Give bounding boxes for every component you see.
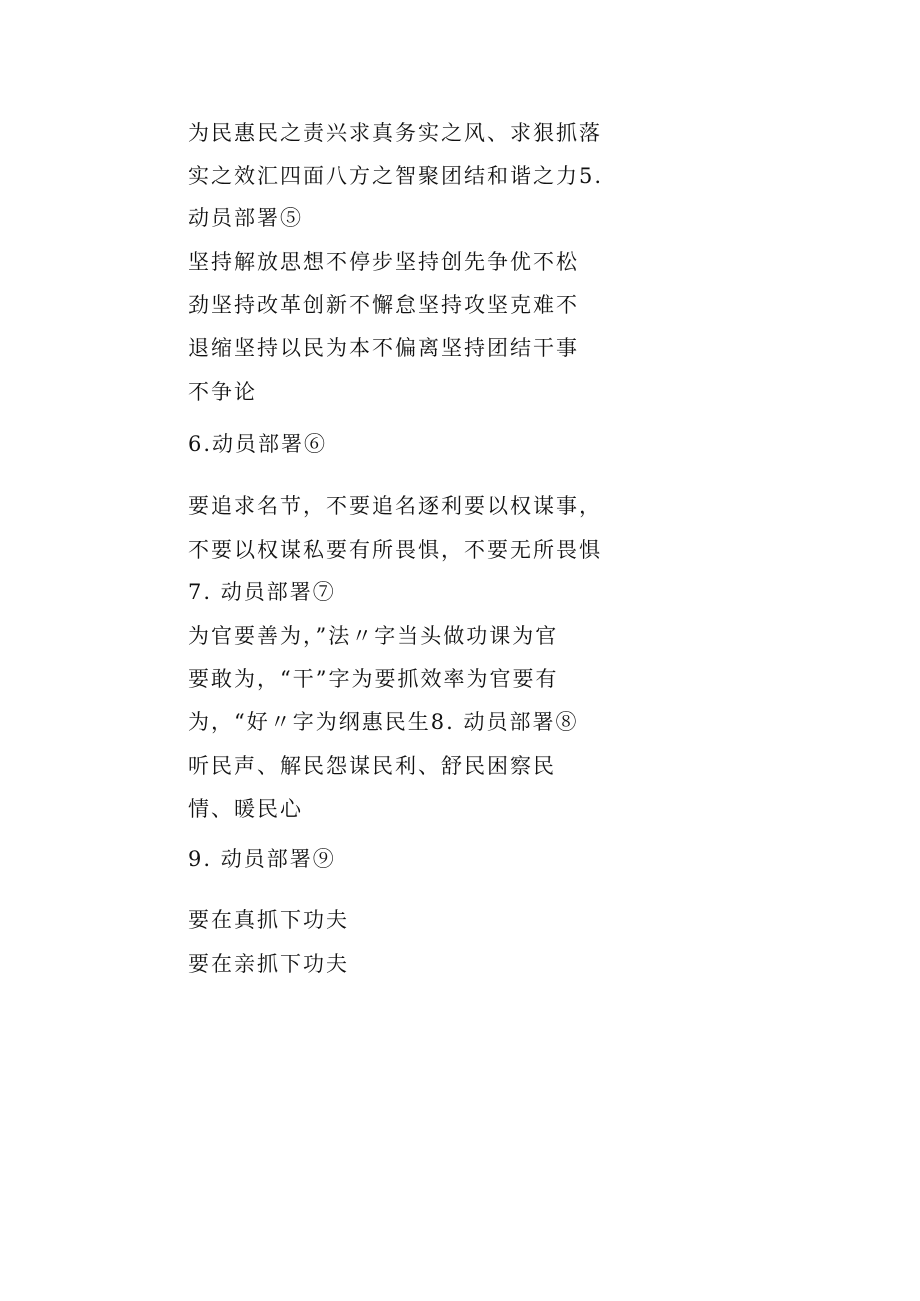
text-line-16: 情、暖民心: [188, 797, 303, 821]
text-line-12: 为官要善为，”法〃字当头做功课为官: [188, 624, 559, 648]
text-line-4: 坚持解放思想不停步坚持创先争优不松: [188, 250, 579, 274]
text-line-19: 要在亲抓下功夫: [188, 952, 349, 976]
text-line-11: 7. 动员部署⑦: [188, 580, 336, 604]
text-line-9: 要追求名节，不要追名逐利要以权谋事，: [188, 494, 602, 518]
text-line-17: 9. 动员部署⑨: [188, 847, 336, 871]
text-line-3: 动员部署⑤: [188, 206, 303, 230]
text-line-1: 为民惠民之责兴求真务实之风、求狠抓落: [188, 121, 602, 145]
text-line-2: 实之效汇四面八方之智聚团结和谐之力5.: [188, 164, 604, 188]
text-line-13: 要敢为，“干”字为要抓效率为官要有: [188, 667, 559, 691]
text-line-10: 不要以权谋私要有所畏惧，不要无所畏惧: [188, 538, 602, 562]
text-line-15: 听民声、解民怨谋民利、舒民困察民: [188, 754, 556, 778]
text-line-8: 6.动员部署⑥: [188, 432, 328, 456]
text-line-5: 劲坚持改革创新不懈怠坚持攻坚克难不: [188, 293, 579, 317]
text-line-7: 不争论: [188, 380, 257, 404]
text-line-18: 要在真抓下功夫: [188, 908, 349, 932]
text-line-6: 退缩坚持以民为本不偏离坚持团结干事: [188, 336, 579, 360]
text-line-14: 为，“好〃字为纲惠民生8. 动员部署⑧: [188, 710, 579, 734]
